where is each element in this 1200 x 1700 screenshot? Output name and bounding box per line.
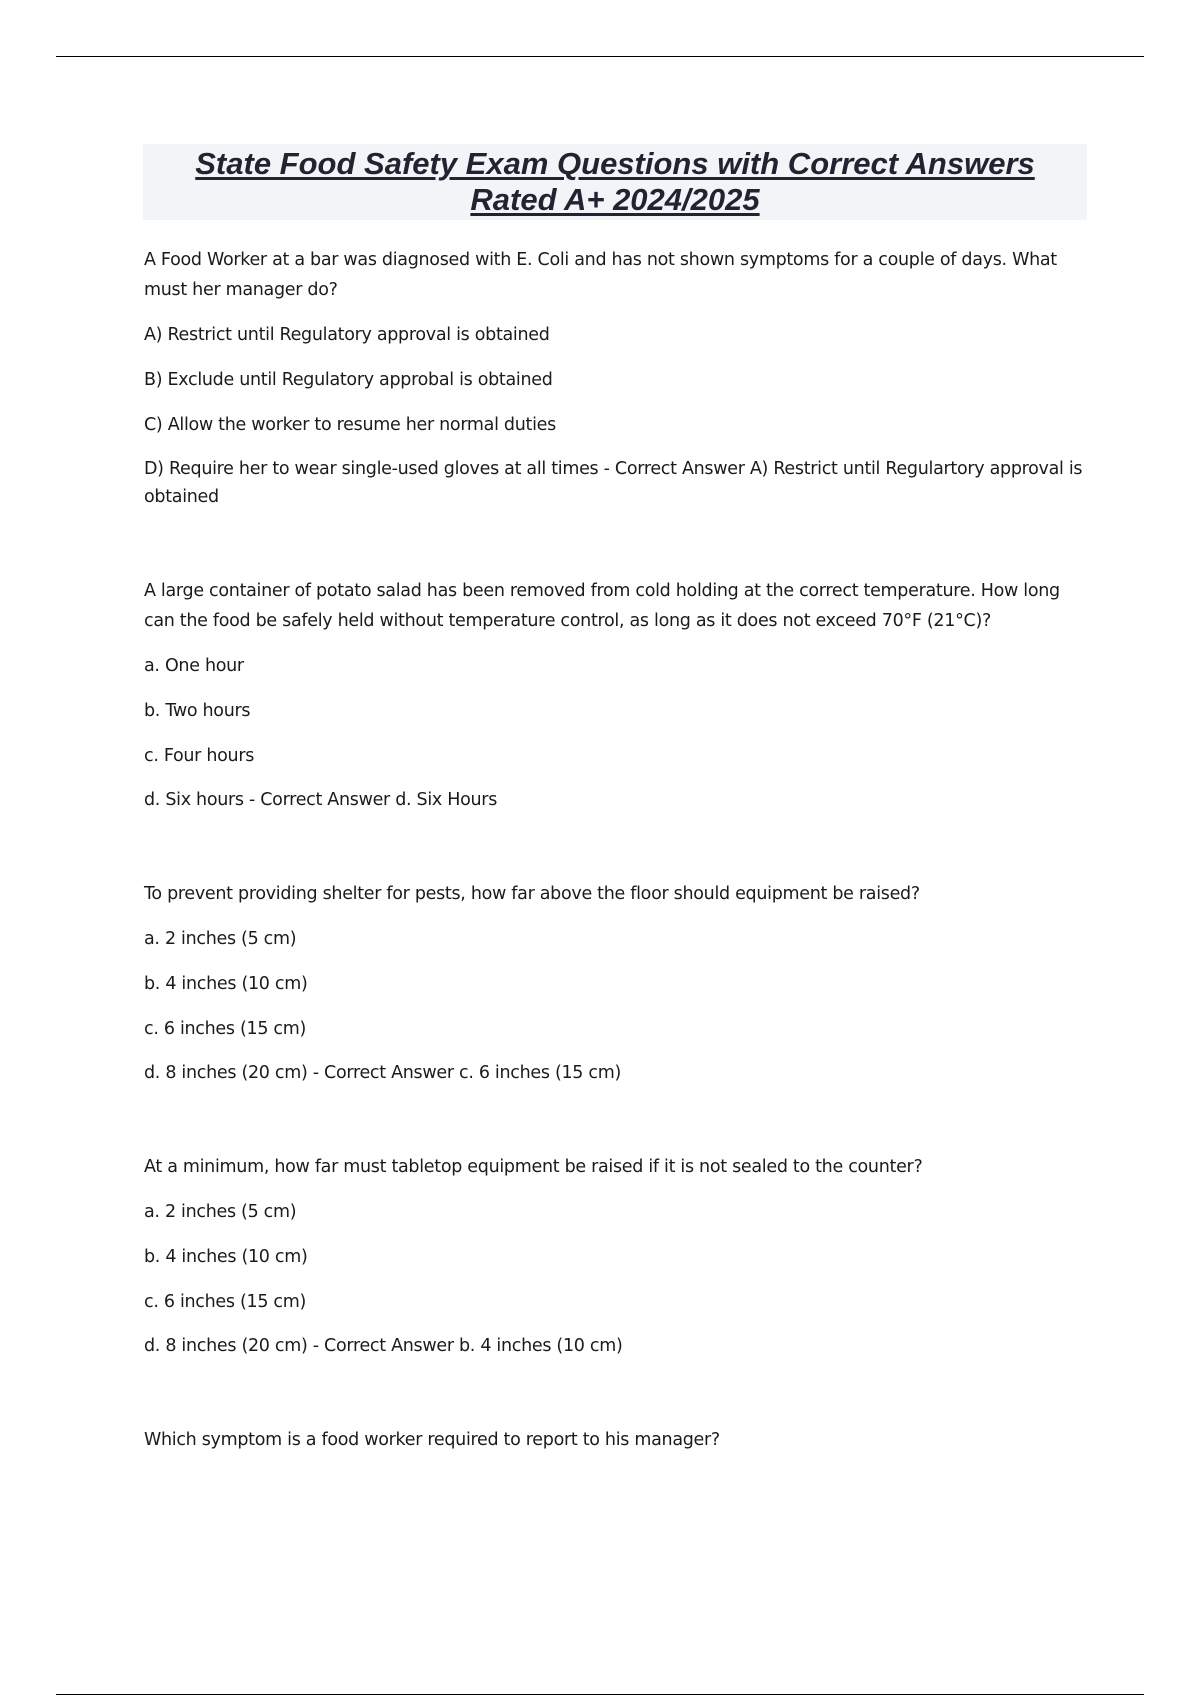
answer-option-with-correct-answer: d. 8 inches (20 cm) - Correct Answer b. 4 inches (10 cm) <box>144 1336 623 1356</box>
answer-option: c. 6 inches (15 cm) <box>144 1019 307 1039</box>
question-block <box>144 576 1084 814</box>
answer-option: A) Restrict until Regulatory approval is obtained <box>144 325 550 345</box>
answer-option: c. 6 inches (15 cm) <box>144 1292 307 1312</box>
question-block <box>144 245 1084 511</box>
footer-rule <box>56 1694 1144 1695</box>
question-block <box>144 1152 1084 1360</box>
answer-option: c. Four hours <box>144 746 255 766</box>
answer-option: b. 4 inches (10 cm) <box>144 974 308 994</box>
answer-option: a. 2 inches (5 cm) <box>144 1202 297 1222</box>
answer-option: b. 4 inches (10 cm) <box>144 1247 308 1267</box>
answer-option: C) Allow the worker to resume her normal duties <box>144 415 556 435</box>
question-text: A large container of potato salad has been removed from cold holding at the correct temperature. How long can the food be safely held without temperature control, as long as it does not exceed 70°F (21°C)? <box>144 581 1060 631</box>
title-line-1: State Food Safety Exam Questions with Correct Answers <box>195 146 1035 181</box>
answer-option: B) Exclude until Regulatory approbal is obtained <box>144 370 553 390</box>
answer-option-with-correct-answer: d. 8 inches (20 cm) - Correct Answer c. 6 inches (15 cm) <box>144 1063 622 1083</box>
header-rule <box>56 56 1144 57</box>
question-text: Which symptom is a food worker required to report to his manager? <box>144 1430 720 1450</box>
answer-option: a. 2 inches (5 cm) <box>144 929 297 949</box>
question-block <box>144 879 1084 1087</box>
answer-option-with-correct-answer: D) Require her to wear single-used gloves at all times - Correct Answer A) Restrict until Regulartory approval is obtained <box>144 459 1083 507</box>
document-title <box>143 144 1087 220</box>
title-line-2: Rated A+ 2024/2025 <box>470 182 760 217</box>
question-text: At a minimum, how far must tabletop equipment be raised if it is not sealed to the counter? <box>144 1157 923 1177</box>
question-block <box>144 1425 1084 1455</box>
answer-option-with-correct-answer: d. Six hours - Correct Answer d. Six Hours <box>144 790 498 810</box>
question-list <box>144 245 1084 1470</box>
answer-option: b. Two hours <box>144 701 251 721</box>
question-text: To prevent providing shelter for pests, how far above the floor should equipment be raised? <box>144 884 920 904</box>
answer-option: a. One hour <box>144 656 244 676</box>
question-text: A Food Worker at a bar was diagnosed with E. Coli and has not shown symptoms for a couple of days. What must her manager do? <box>144 250 1057 300</box>
